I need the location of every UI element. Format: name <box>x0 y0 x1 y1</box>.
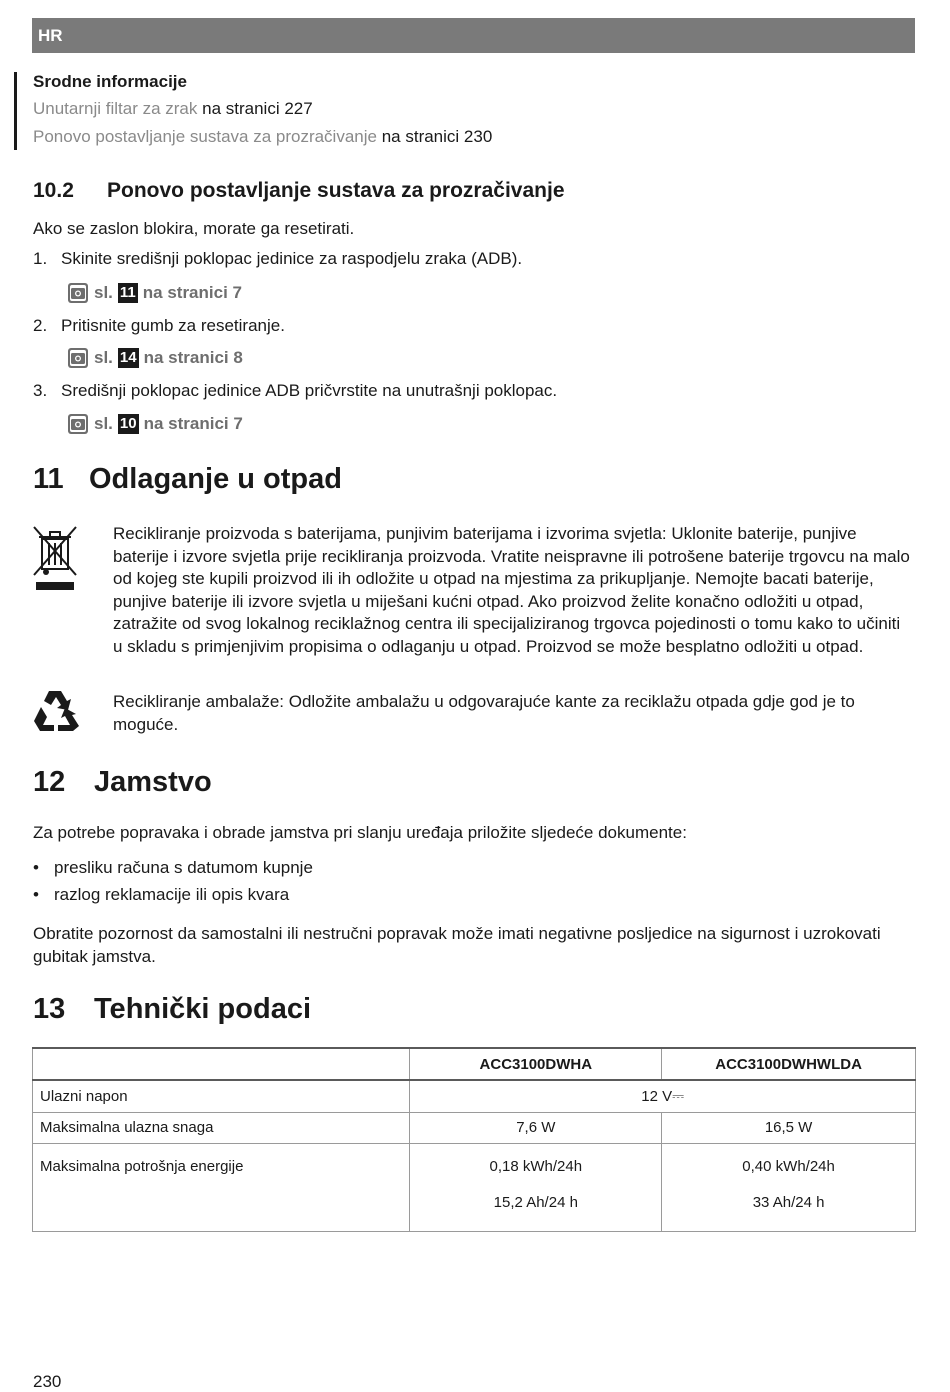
language-code: HR <box>38 26 63 45</box>
table-cell-line: 33 Ah/24 h <box>752 1193 825 1211</box>
table-cell: 7,6 W <box>410 1112 662 1143</box>
step-text: Središnji poklopac jedinice ADB pričvrstite na unutrašnji poklopac. <box>61 381 558 400</box>
section-title: Odlaganje u otpad <box>89 463 342 495</box>
figure-number: 14 <box>119 349 137 366</box>
figure-prefix: sl. <box>94 348 113 367</box>
table-row-label: Maksimalna potrošnja energije <box>33 1143 410 1231</box>
table-cell: 16,5 W <box>662 1112 916 1143</box>
related-info-title: Srodne informacije <box>33 72 187 91</box>
figure-page: na stranici 8 <box>143 348 243 367</box>
related-link-text[interactable]: Unutarnji filtar za zrak <box>33 99 198 118</box>
table-row-label: Ulazni napon <box>33 1080 410 1112</box>
table-row <box>33 1080 916 1112</box>
camera-icon <box>67 282 89 304</box>
related-link-item[interactable] <box>33 99 313 119</box>
related-link-suffix: na stranici 227 <box>197 99 313 118</box>
step-text: Pritisnite gumb za resetiranje. <box>61 316 285 335</box>
figure-page: na stranici 7 <box>143 414 243 433</box>
figure-number: 11 <box>119 284 136 301</box>
crossed-bin-icon <box>32 525 78 591</box>
list-item: • razlog reklamacije ili opis kvara <box>33 885 290 904</box>
table-header-row <box>33 1048 916 1080</box>
camera-icon <box>67 347 89 369</box>
related-link-suffix: na stranici 230 <box>376 127 493 146</box>
language-header-bar <box>32 18 915 53</box>
section-number: 11 <box>33 463 64 495</box>
figure-page: na stranici 7 <box>142 283 242 302</box>
figure-reference[interactable] <box>67 282 242 304</box>
section-heading <box>33 463 342 496</box>
step-number: 3. <box>33 381 48 400</box>
figure-prefix: sl. <box>94 414 113 433</box>
table-cell: 12 V⎓ <box>410 1080 916 1112</box>
section-heading <box>33 766 212 799</box>
figure-reference[interactable] <box>67 413 243 435</box>
table-cell-line: 0,18 kWh/24h <box>489 1157 583 1175</box>
section-heading <box>33 993 311 1026</box>
table-cell <box>410 1143 662 1231</box>
section-intro: Ako se zaslon blokira, morate ga resetirati. <box>33 219 355 238</box>
battery-disposal-text: Recikliranje proizvoda s baterijama, punjivim baterijama i izvorima svjetla: Uklonite baterije, punjive baterije i izvore svjetla prije recikliranja proizvoda. Vratite neispravne ili potrošene baterije trgovcu na malo od kojeg ste kupili proizvod ili ih odložite u otpad na mjestima za prikupljanje. Nemojte bacati baterije, punjive baterije ili izvore svjetla u miješani kućni otpad. Ako proizvod želite konačno odložiti u otpad, zatražite od svog lokalnog reciklažnog centra ili specijaliziranog trgovca pojedinosti o tomu kako to učiniti u skladu s primjenjivim propisima o odlaganju u otpad. Proizvod se može besplatno odložiti u otpad. <box>113 524 910 656</box>
section-title: Jamstvo <box>94 766 212 798</box>
table-row-label: Maksimalna ulazna snaga <box>33 1112 410 1143</box>
table-header-cell <box>33 1048 410 1080</box>
figure-number: 10 <box>119 415 137 432</box>
table-cell-line: 0,40 kWh/24h <box>742 1157 835 1175</box>
figure-prefix: sl. <box>94 283 113 302</box>
figure-reference[interactable] <box>67 347 243 369</box>
warranty-intro: Za potrebe popravaka i obrade jamstva pri slanju uređaja priložite sljedeće dokumente: <box>33 823 687 842</box>
warranty-note: Obratite pozornost da samostalni ili nestručni popravak može imati negativne posljedice na sigurnost i uzrokovati gubitak jamstva. <box>33 924 881 966</box>
related-info-rule <box>14 72 17 150</box>
table-cell-line: 15,2 Ah/24 h <box>493 1193 578 1211</box>
recycle-icon <box>32 688 80 734</box>
list-item-text: razlog reklamacije ili opis kvara <box>54 885 290 904</box>
step-number: 1. <box>33 249 48 268</box>
related-link-text[interactable]: Ponovo postavljanje sustava za prozračivanje <box>33 127 377 146</box>
page-number: 230 <box>33 1372 62 1391</box>
section-number: 12 <box>33 766 66 798</box>
list-item-text: presliku računa s datumom kupnje <box>54 858 313 877</box>
section-title: Ponovo postavljanje sustava za prozračivanje <box>107 179 565 202</box>
step-number: 2. <box>33 316 48 335</box>
related-link-item[interactable] <box>33 127 492 147</box>
camera-icon <box>67 413 89 435</box>
table-row <box>33 1112 916 1143</box>
table-header-cell: ACC3100DWHWLDA <box>662 1048 916 1080</box>
section-number: 13 <box>33 993 66 1025</box>
section-heading <box>33 179 565 203</box>
technical-data-table <box>32 1047 916 1232</box>
table-row <box>33 1143 916 1231</box>
packaging-recycling-text: Recikliranje ambalaže: Odložite ambalažu u odgovarajuće kante za reciklažu otpada gdje god je to moguće. <box>113 692 855 734</box>
step-text: Skinite središnji poklopac jedinice za raspodjelu zraka (ADB). <box>61 249 523 268</box>
table-header-cell: ACC3100DWHA <box>410 1048 662 1080</box>
section-number: 10.2 <box>33 179 74 202</box>
table-cell <box>662 1143 916 1231</box>
section-title: Tehnički podaci <box>94 993 312 1025</box>
list-item: • presliku računa s datumom kupnje <box>33 858 313 877</box>
